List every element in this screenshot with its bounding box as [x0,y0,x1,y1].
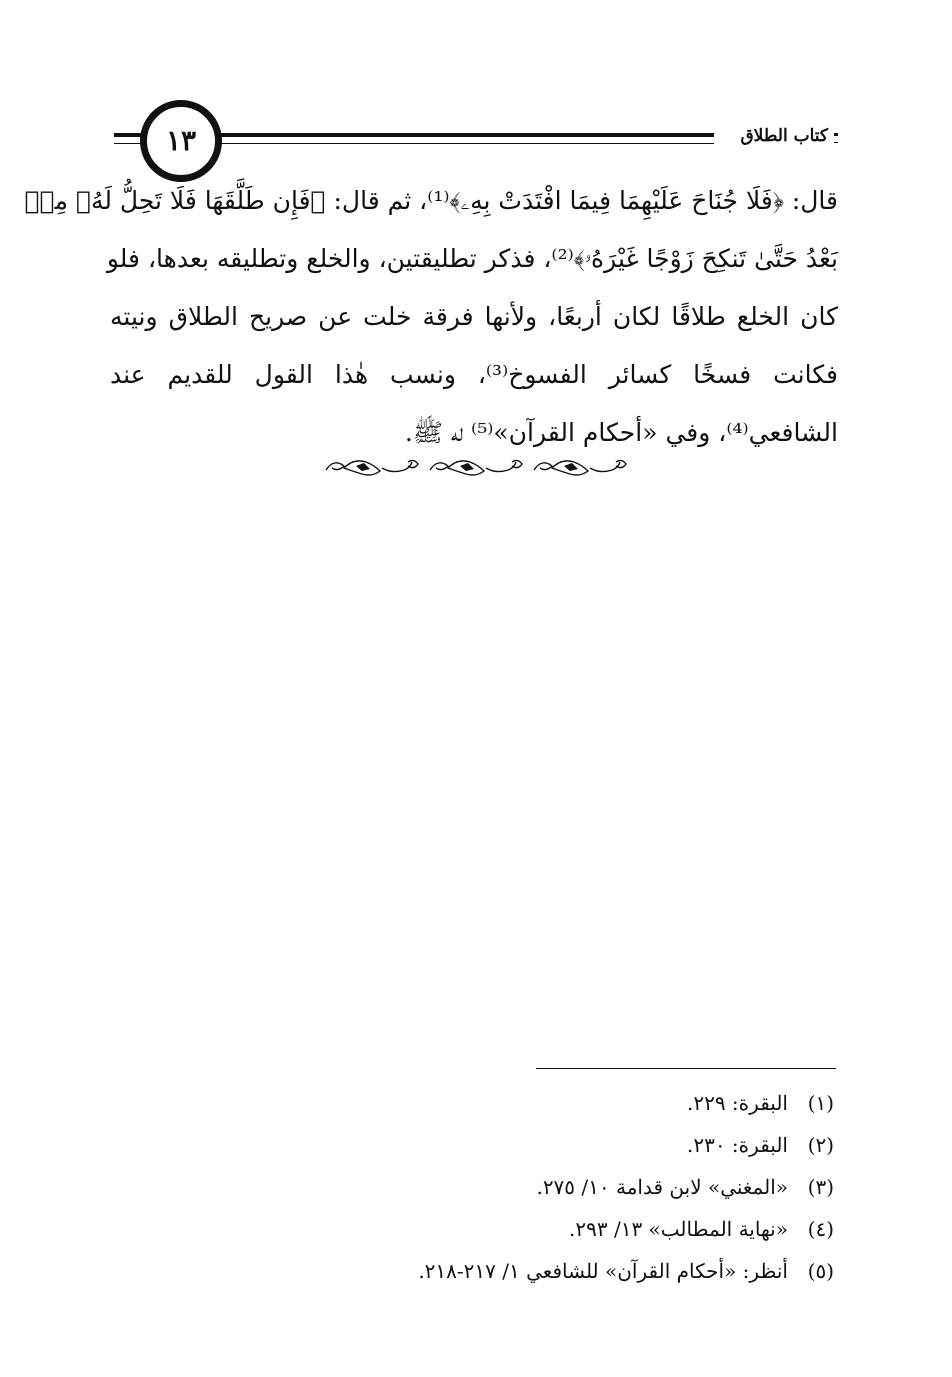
footnote-number: (٥) [807,1259,834,1283]
footnote-number: (٣) [807,1175,834,1199]
header-rule-thick [214,133,714,137]
footnote-text: البقرة: ٢٢٩. [686,1091,788,1115]
text-line: بَعْدُ حَتَّىٰ تَنكِحَ زَوْجًا غَيْرَهُۥ﴾⁽²⁾، فذكر تطليقتين، والخلع وتطليقه بعدها، فلو [106,244,838,273]
text-line: كان الخلع طلاقًا لكان أربعًا، ولأنها فرقة خلت عن صريح الطلاق ونيته [110,302,838,331]
footnote-number: (٢) [807,1133,834,1157]
footnotes [134,1082,834,1292]
ornament-unit [326,460,418,475]
text-line: الشافعي⁽⁴⁾، وفي «أحكام القرآن»⁽⁵⁾ له ﷺ. [404,418,838,447]
footnote-text: «المغني» لابن قدامة ١٠/ ٢٧٥. [536,1175,788,1199]
footnote-5 [134,1250,834,1292]
footnote-number: (١) [807,1091,834,1115]
page-number-badge [140,100,222,182]
footnote-1 [134,1082,834,1124]
main-paragraph [24,172,838,462]
footnote-text: البقرة: ٢٣٠. [686,1133,788,1157]
footnote-number: (٤) [807,1217,834,1241]
footnote-text: أنظر: «أحكام القرآن» للشافعي ١/ ٢١٧-٢١٨. [418,1259,788,1283]
header-rule-thin [214,143,714,144]
text-line: قال: ﴿فَلَا جُنَاحَ عَلَيْهِمَا فِيمَا افْتَدَتْ بِهِۦ﴾⁽¹⁾، ثم قال: ﴿فَإِن طَلَّقَهَا فَلَا تَحِلُّ لَهُۥ مِنۢ [24,186,838,215]
text-line: فكانت فسخًا كسائر الفسوخ⁽³⁾، ونسب هٰذا القول للقديم عند [110,360,838,389]
footnote-separator [536,1068,836,1069]
footnote-4 [134,1208,834,1250]
footnote-2 [134,1124,834,1166]
page-number: ١٣ [165,124,197,157]
section-divider-ornament [320,452,632,486]
footnote-3 [134,1166,834,1208]
running-title: كتاب الطلاق [734,126,834,146]
footnote-text: «نهاية المطالب» ١٣/ ٢٩٣. [569,1217,788,1241]
